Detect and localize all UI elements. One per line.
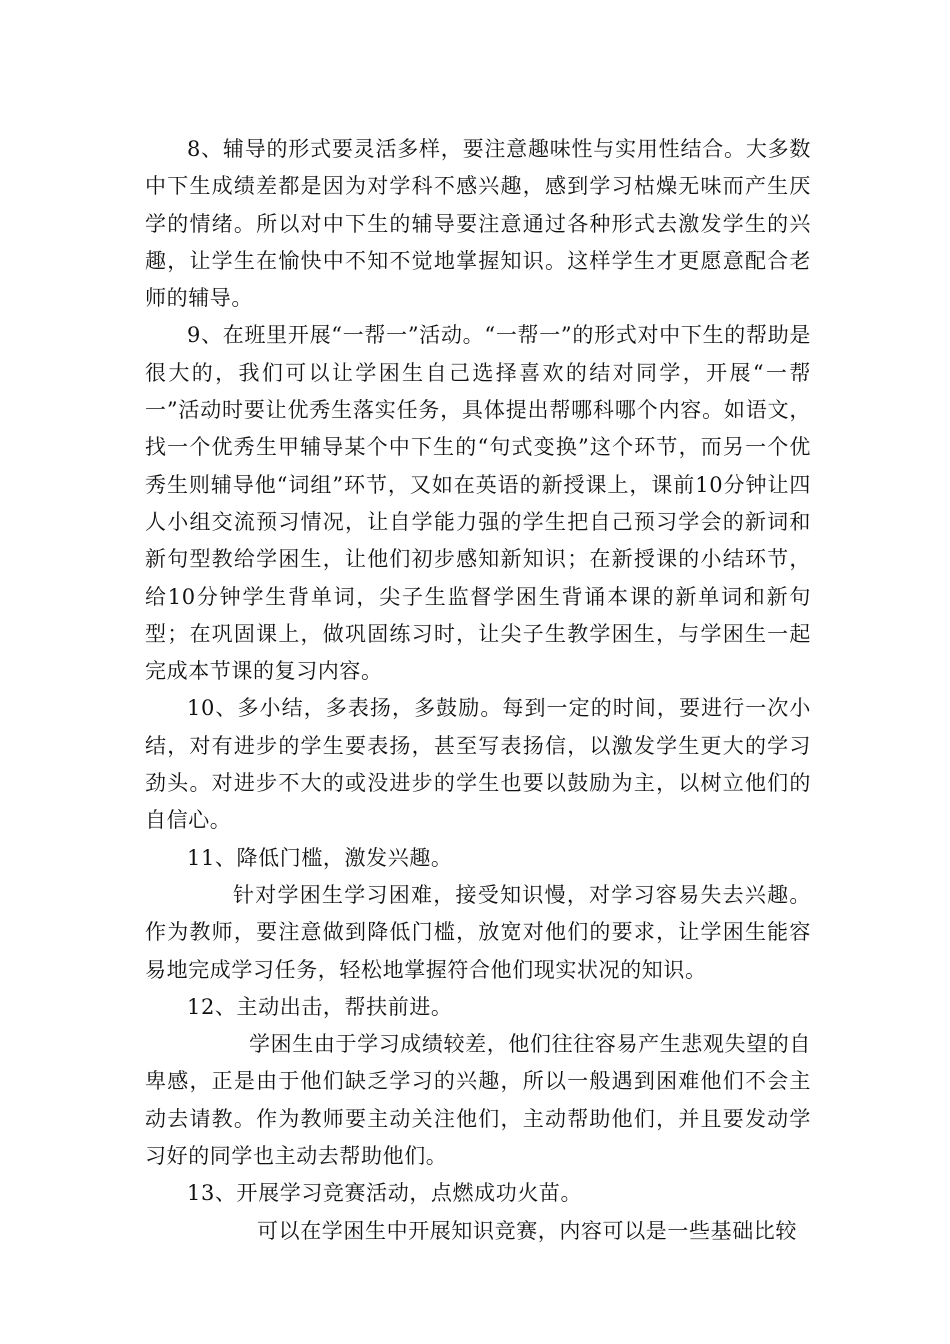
paragraph-10: 10、多小结，多表扬，多鼓励。每到一定的时间，要进行一次小结，对有进步的学生要表扬，甚至写表扬信，以激发学生更大的学习劲头。对进步不大的或没进步的学生也要以鼓励为主，以树立他们的自信心。 [145,696,811,833]
heading-11: 11、降低门槛，激发兴趣。 [187,845,453,870]
paragraph-11-body: 针对学困生学习困难，接受知识慢，对学习容易失去兴趣。作为教师，要注意做到降低门槛，放宽对他们的要求，让学困生能容易地完成学习任务，轻松地掌握符合他们现实状况的知识。 [145,882,811,982]
heading-12: 12、主动出击，帮扶前进。 [187,994,453,1019]
paragraph-9: 9、在班里开展“一帮一”活动。“一帮一”的形式对中下生的帮助是很大的，我们可以让学困生自己选择喜欢的结对同学，开展“一帮一”活动时要让优秀生落实任务，具体提出帮哪科哪个内容。如语文，找一个优秀生甲辅导某个中下生的“句式变换”这个环节，而另一个优秀生则辅导他“词组”环节，又如在英语的新授课上，课前10分钟让四人小组交流预习情况，让自学能力强的学生把自己预习学会的新词和新句型教给学困生，让他们初步感知新知识；在新授课的小结环节，给10分钟学生背单词，尖子生监督学困生背诵本课的新单词和新句型；在巩固课上，做巩固练习时，让尖子生教学困生，与学困生一起完成本节课的复习内容。 [145,323,811,684]
paragraph-12-body: 学困生由于学习成绩较差，他们往往容易产生悲观失望的自卑感，正是由于他们缺乏学习的兴趣，所以一般遇到困难他们不会主动去请教。作为教师要主动关注他们，主动帮助他们，并且要发动学习好的同学也主动去帮助他们。 [145,1032,811,1169]
document-body [145,131,811,1250]
paragraph-13-body: 可以在学困生中开展知识竞赛，内容可以是一些基础比较 [257,1218,797,1243]
heading-13: 13、开展学习竞赛活动，点燃成功火苗。 [187,1181,583,1206]
paragraph-8: 8、辅导的形式要灵活多样，要注意趣味性与实用性结合。大多数中下生成绩差都是因为对学科不感兴趣，感到学习枯燥无味而产生厌学的情绪。所以对中下生的辅导要注意通过各种形式去激发学生的兴趣，让学生在愉快中不知不觉地掌握知识。这样学生才更愿意配合老师的辅导。 [145,137,811,311]
